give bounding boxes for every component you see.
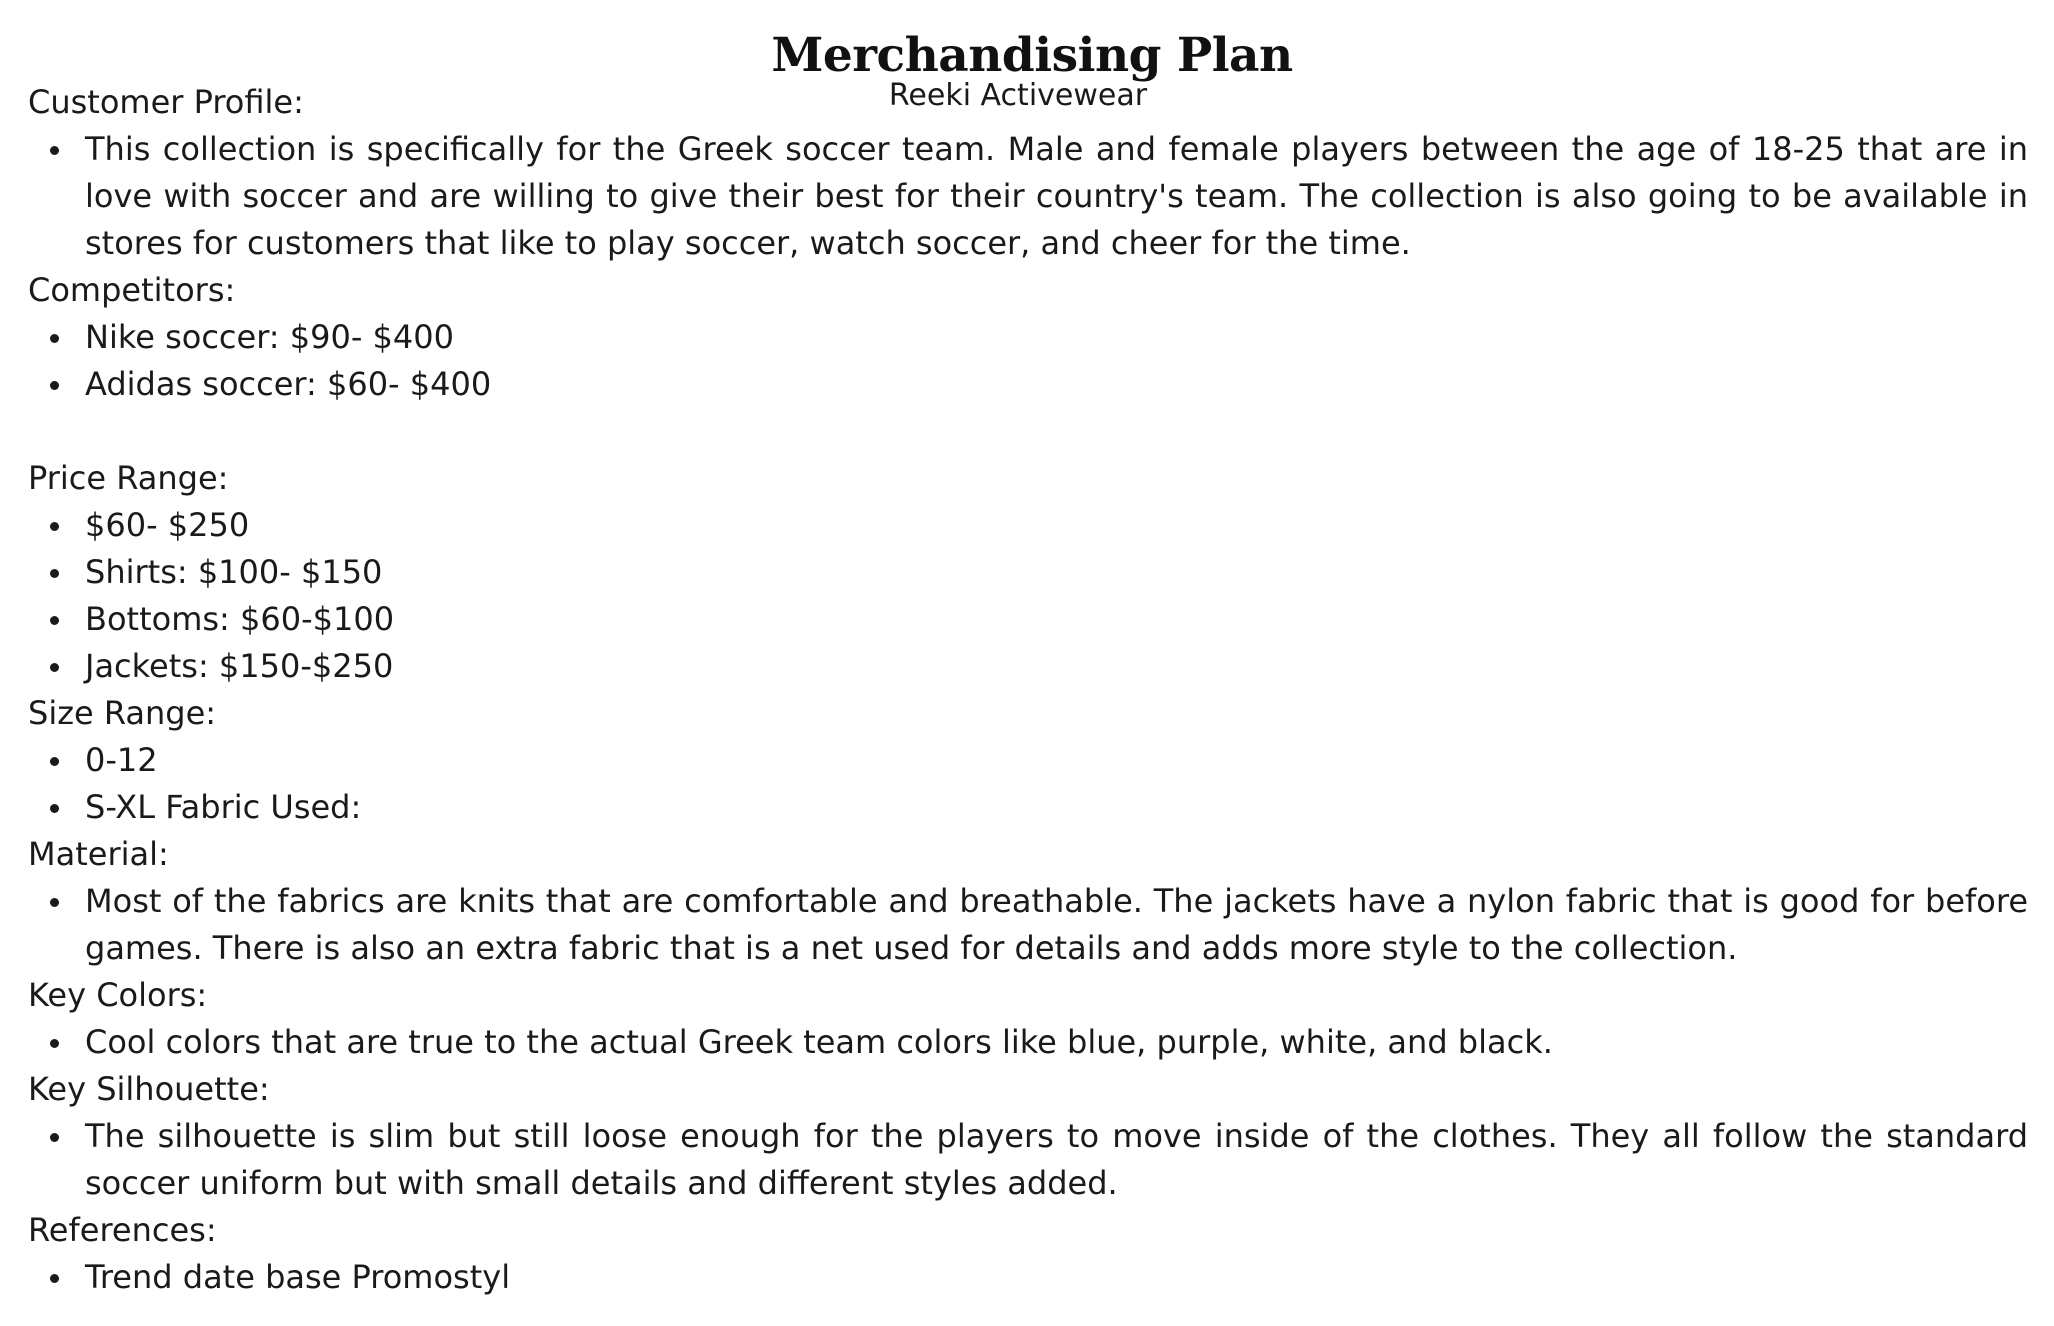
section-label: Competitors:	[28, 271, 236, 309]
page-title: Merchandising Plan	[771, 28, 1293, 83]
list-item-text: Trend date base Promostyl	[85, 1258, 511, 1296]
list-item	[28, 1113, 2028, 1207]
list-item-text: This collection is specifically for the Greek soccer team. Male and female players between the age of 18-25 that are in love with soccer and are willing to give their best for their country's team. The collection is also going to be available in stores for customers that like to play soccer, watch soccer, and cheer for the time.	[85, 130, 2028, 262]
section-size-range	[28, 690, 2028, 831]
list-item	[28, 361, 2028, 408]
list-item	[28, 1019, 2028, 1066]
section-label: References:	[28, 1211, 217, 1249]
bullet-icon	[50, 1039, 59, 1048]
section-label: Price Range:	[28, 459, 229, 497]
section-label: Customer Profile:	[28, 83, 304, 121]
section-competitors	[28, 267, 2028, 408]
section-key-colors	[28, 972, 2028, 1066]
list-item-text: Jackets: $150-$250	[85, 647, 394, 685]
section-price-range	[28, 455, 2028, 690]
list-item	[28, 549, 2028, 596]
blank-line	[28, 408, 2028, 455]
bullet-icon	[50, 804, 59, 813]
list-item	[28, 737, 2028, 784]
section-label: Material:	[28, 835, 169, 873]
section-label: Key Silhouette:	[28, 1070, 270, 1108]
list-item	[28, 1254, 2028, 1301]
section-references	[28, 1207, 2028, 1301]
bullet-icon	[50, 569, 59, 578]
list-item-text: 0-12	[85, 741, 158, 779]
list-item	[28, 126, 2028, 267]
bullet-list	[28, 1254, 2028, 1301]
bullet-list	[28, 1113, 2028, 1207]
bullet-list	[28, 1019, 2028, 1066]
list-item	[28, 502, 2028, 549]
bullet-icon	[50, 146, 59, 155]
bullet-icon	[50, 1274, 59, 1283]
section-key-silhouette	[28, 1066, 2028, 1207]
list-item	[28, 878, 2028, 972]
bullet-list	[28, 126, 2028, 267]
list-item-text: Cool colors that are true to the actual Greek team colors like blue, purple, white, and black.	[85, 1023, 1553, 1061]
bullet-icon	[50, 663, 59, 672]
bullet-icon	[50, 381, 59, 390]
document-page	[28, 28, 2028, 1301]
bullet-icon	[50, 757, 59, 766]
list-item-text: Most of the fabrics are knits that are comfortable and breathable. The jackets have a nylon fabric that is good for before games. There is also an extra fabric that is a net used for details and adds more style to the collection.	[85, 882, 2028, 967]
list-item-text: S-XL Fabric Used:	[85, 788, 362, 826]
page-subtitle: Reeki Activewear	[888, 78, 1148, 113]
bullet-list	[28, 502, 2028, 690]
bullet-icon	[50, 334, 59, 343]
bullet-icon	[50, 616, 59, 625]
bullet-list	[28, 878, 2028, 972]
list-item	[28, 643, 2028, 690]
list-item-text: $60- $250	[85, 506, 250, 544]
list-item-text: Shirts: $100- $150	[85, 553, 383, 591]
bullet-icon	[50, 522, 59, 531]
section-label: Size Range:	[28, 694, 217, 732]
bullet-list	[28, 737, 2028, 831]
list-item-text: Nike soccer: $90- $400	[85, 318, 454, 356]
list-item	[28, 596, 2028, 643]
bullet-list	[28, 314, 2028, 408]
section-material	[28, 831, 2028, 972]
bullet-icon	[50, 1133, 59, 1142]
section-label: Key Colors:	[28, 976, 208, 1014]
list-item-text: Bottoms: $60-$100	[85, 600, 395, 638]
bullet-icon	[50, 898, 59, 907]
list-item-text: Adidas soccer: $60- $400	[85, 365, 492, 403]
list-item-text: The silhouette is slim but still loose enough for the players to move inside of the clothes. They all follow the standard soccer uniform but with small details and different styles added.	[85, 1117, 2028, 1202]
list-item	[28, 314, 2028, 361]
list-item	[28, 784, 2028, 831]
